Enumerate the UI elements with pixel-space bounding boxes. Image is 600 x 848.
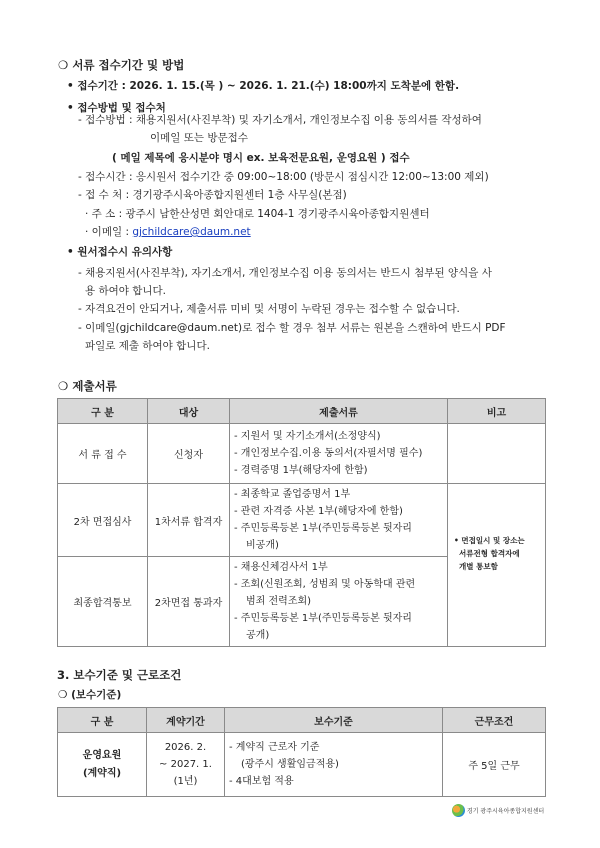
document-item: 비공개) — [246, 540, 279, 551]
note-line: 서류전형 합격자에 — [459, 549, 520, 558]
reception-place: - 접 수 처 : 경기광주시육아종합지원센터 1층 사무실(본점) — [78, 189, 347, 201]
category-line: 운영요원 — [82, 749, 122, 761]
method-title: • 접수방법 및 접수처 — [67, 102, 166, 114]
email-label: · 이메일 : — [85, 226, 129, 238]
header-target: 대상 — [148, 399, 230, 424]
row-category: 서 류 접 수 — [58, 424, 148, 484]
row-category — [58, 733, 147, 797]
document-item: - 조회(신원조회, 성범죄 및 아동학대 관련 — [234, 579, 416, 590]
email-line — [85, 224, 251, 239]
row-category: 최종합격통보 — [58, 557, 148, 647]
application-period: • 접수기간 : 2026. 1. 15.(목 ) ~ 2026. 1. 21.(수) 18:00까지 도착분에 한함. — [67, 80, 460, 92]
document-item: - 최종학교 졸업증명서 1부 — [234, 489, 351, 500]
period-line: 2026. 2. — [164, 742, 207, 753]
pay-item: - 계약직 근로자 기준 — [229, 742, 320, 753]
email-link[interactable]: gjchildcare@daum.net — [132, 226, 251, 238]
documents-table-header — [58, 399, 546, 424]
footer — [452, 804, 544, 817]
header-documents: 제출서류 — [230, 399, 448, 424]
document-item: - 주민등록등본 1부(주민등록등본 뒷자리 — [234, 523, 412, 534]
pay-table — [57, 707, 546, 797]
remarks-note — [448, 484, 546, 647]
period-line: (1년) — [173, 776, 198, 787]
documents-table — [57, 398, 546, 647]
header-category: 구 분 — [58, 399, 148, 424]
table-row — [58, 424, 546, 484]
document-item: 공개) — [246, 630, 270, 641]
row-remarks-empty — [448, 424, 546, 484]
row-contract-period — [147, 733, 225, 797]
note-line: 개별 통보함 — [459, 562, 498, 571]
period-line: ~ 2027. 1. — [159, 759, 212, 770]
table-row — [58, 733, 546, 797]
document-item: - 관련 자격증 사본 1부(해당자에 한함) — [234, 506, 403, 517]
pay-table-header — [58, 708, 546, 733]
caution-3-line-1: - 이메일(gjchildcare@daum.net)로 접수 할 경우 첨부 서류는 원본을 스캔하여 반드시 PDF — [78, 322, 506, 334]
section-title-documents: ❍ 제출서류 — [58, 379, 117, 393]
category-line: (계약직) — [82, 767, 122, 779]
document-item: - 경력증명 1부(해당자에 한함) — [234, 465, 368, 476]
row-pay-standard — [225, 733, 443, 797]
document-item: 범죄 전력조회) — [246, 596, 312, 607]
row-target: 1차서류 합격자 — [148, 484, 230, 557]
caution-2: - 자격요건이 안되거나, 제출서류 미비 및 서명이 누락된 경우는 접수할 수 없습니다. — [78, 303, 460, 315]
note-line: • 면접일시 및 장소는 — [454, 536, 525, 545]
pay-item: (광주시 생활임금적용) — [241, 759, 339, 770]
method-line-2: 이메일 또는 방문접수 — [150, 132, 248, 144]
header-pay-standard: 보수기준 — [225, 708, 443, 733]
table-row — [58, 484, 546, 557]
center-logo-icon — [452, 804, 465, 817]
document-item: - 개인정보수집.이용 동의서(자필서명 필수) — [234, 448, 423, 459]
section-title-pay: 3. 보수기준 및 근로조건 — [57, 668, 182, 682]
reception-time: - 접수시간 : 응시원서 접수기간 중 09:00~18:00 (방문시 점심시간 12:00~13:00 제외) — [78, 171, 489, 183]
row-target: 신청자 — [148, 424, 230, 484]
pay-item: - 4대보험 적용 — [229, 776, 294, 787]
section-title-application: ❍ 서류 접수기간 및 방법 — [58, 58, 185, 72]
footer-org: 경기 광주시육아종합지원센터 — [466, 808, 545, 815]
caution-1-line-1: - 채용지원서(사진부착), 자기소개서, 개인정보수집 이용 동의서는 반드시 첨부된 양식을 사 — [78, 267, 492, 279]
header-contract-period: 계약기간 — [147, 708, 225, 733]
method-line-1: - 접수방법 : 채용지원서(사진부착) 및 자기소개서, 개인정보수집 이용 동의서를 작성하여 — [78, 114, 482, 126]
row-documents — [230, 484, 448, 557]
caution-1-line-2: 용 하여야 합니다. — [85, 285, 167, 297]
method-note: ( 메일 제목에 응시분야 명시 ex. 보육전문요원, 운영요원 ) 접수 — [112, 152, 410, 164]
header-remarks: 비고 — [448, 399, 546, 424]
document-item: - 지원서 및 자기소개서(소정양식) — [234, 431, 381, 442]
address: · 주 소 : 광주시 남한산성면 회안대로 1404-1 경기광주시육아종합지원센터 — [85, 208, 430, 220]
row-category: 2차 면접심사 — [58, 484, 148, 557]
row-documents — [230, 557, 448, 647]
row-documents — [230, 424, 448, 484]
caution-3-line-2: 파일로 제출 하여야 합니다. — [85, 340, 210, 352]
document-item: - 채용신체검사서 1부 — [234, 562, 328, 573]
header-category: 구 분 — [58, 708, 147, 733]
document-item: - 주민등록등본 1부(주민등록등본 뒷자리 — [234, 613, 412, 624]
pay-subtitle: ❍ (보수기준) — [58, 689, 122, 701]
row-target: 2차면접 통과자 — [148, 557, 230, 647]
row-work-condition: 주 5일 근무 — [443, 733, 546, 797]
header-work-condition: 근무조건 — [443, 708, 546, 733]
caution-title: • 원서접수시 유의사항 — [67, 246, 173, 258]
